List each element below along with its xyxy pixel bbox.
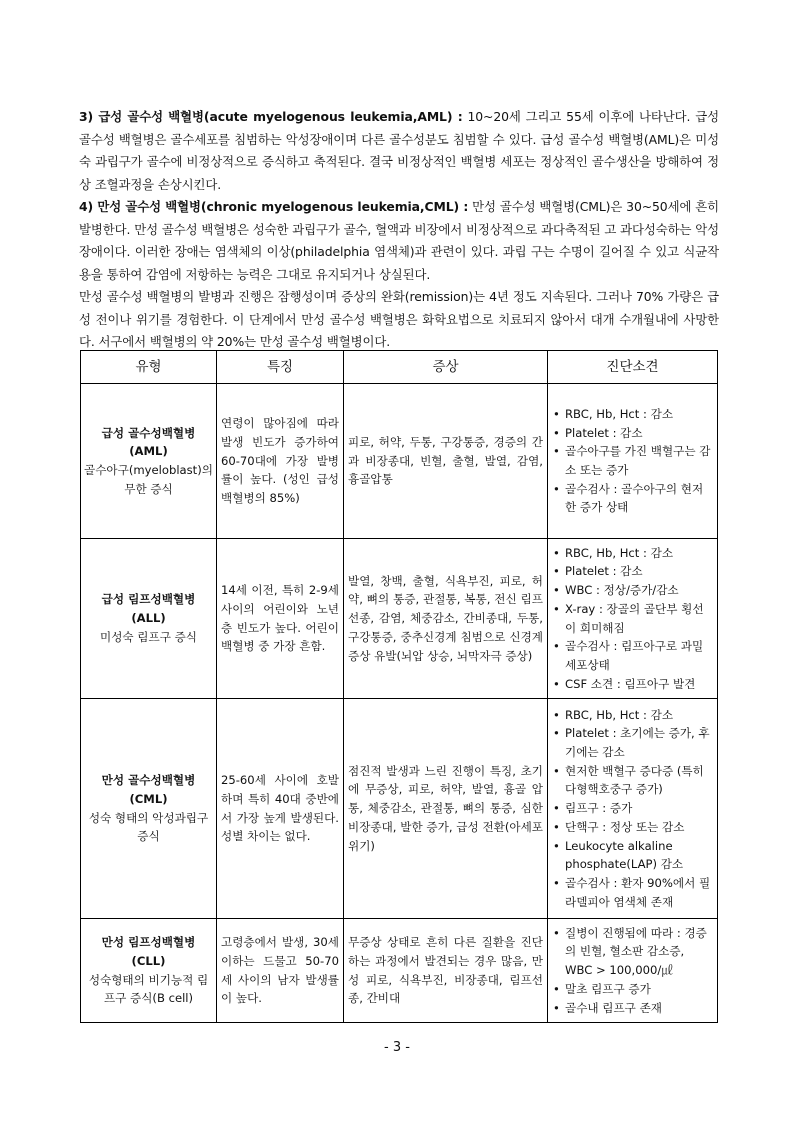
type-desc: 골수아구(myeloblast)의 무한 증식 [84,463,213,496]
diagnosis-cell [548,919,718,1023]
list-item: • Platelet : 감소 [553,562,714,581]
header-type: 유형 [81,351,217,384]
list-item: • 질병이 진행됨에 따라 : 경증의 빈혈, 혈소판 감소증, WBC > 100,000/㎕ [553,924,714,980]
table-row [81,384,718,539]
type-name: 만성 골수성백혈병 (CML) [101,773,196,806]
type-name: 만성 림프성백혈병 (CLL) [101,935,196,968]
diagnosis-list [553,706,714,912]
type-name: 급성 림프성백혈병 (ALL) [101,592,196,626]
list-item: • 골수검사 : 림프아구로 과밀세포상태 [553,637,714,674]
leukemia-table [80,350,718,1023]
list-item: • 골수내 림프구 존재 [553,999,714,1018]
type-desc: 미성숙 림프구 증식 [100,629,197,644]
type-cell [81,384,217,539]
list-item: • WBC : 정상/증가/감소 [553,581,714,600]
feature-cell: 연령이 많아짐에 따라 발생 빈도가 증가하여 60-70대에 가장 발병률이 높다. (성인 급성백혈병의 85%) [217,384,344,539]
symptom-cell: 피로, 허약, 두통, 구강통증, 경증의 간과 비장종대, 빈혈, 출혈, 발열, 감염, 흉골압통 [344,384,548,539]
diagnosis-cell [548,699,718,919]
feature-cell: 25-60세 사이에 호발하며 특히 40대 중반에서 가장 높게 발생된다. 성별 차이는 없다. [217,699,344,919]
cml-body-2: 만성 골수성 백혈병의 발병과 진행은 잠행성이며 증상의 완화(remission)는 4년 정도 지속된다. 그러나 70% 가량은 급성 전이나 위기를 경험한다. 이 단계에서 만성 골수성 백혈병은 화학요법으로 치료되지 않아서 대개 수개월내에 사망한다. 서구에서 백혈병의 약 20%는 만성 골수성 백혈병이다. [79,289,719,349]
diagnosis-cell [548,539,718,699]
diagnosis-list [553,405,714,517]
list-item: • RBC, Hb, Hct : 감소 [553,544,714,563]
list-item: • RBC, Hb, Hct : 감소 [553,706,714,725]
cml-paragraph [79,196,719,286]
list-item: • 골수아구를 가진 백혈구는 감소 또는 증가 [553,442,714,479]
table-row [81,539,718,699]
table-header-row [81,351,718,384]
list-item: • Leukocyte alkaline phosphate(LAP) 감소 [553,837,714,874]
page-number: - 3 - [384,1040,410,1055]
cml-body: 만성 골수성 백혈병(CML)은 30~50세에 흔히 발병한다. 만성 골수성 백혈병은 성숙한 과립구가 골수, 혈액과 비장에서 비정상적으로 과다축적된 고 과다성숙하는 악성장애이다. 이러한 장애는 염색체의 이상(philadelphia 염색체)과 관련이 있다. 과립 구는 수명이 길어질 수 있고 식균작용을 통하여 감염에 저항하는 능력은 그대로 유지되거나 상실된다. [79,199,719,282]
symptom-cell: 발열, 창백, 출혈, 식욕부진, 피로, 허약, 뼈의 통증, 관절통, 복통, 전신 림프선종, 감염, 체중감소, 간비종대, 두통, 구강통증, 중추신경계 침범으로 신경계 증상 유발(뇌압 상승, 뇌막자극 증상) [344,539,548,699]
type-cell [81,699,217,919]
header-symptom: 증상 [344,351,548,384]
symptom-cell: 무증상 상태로 흔히 다른 질환을 진단하는 과정에서 발견되는 경우 많음, 만성 피로, 식욕부진, 비장종대, 림프선종, 간비대 [344,919,548,1023]
feature-cell: 고령층에서 발생, 30세 이하는 드물고 50-70세 사이의 남자 발생률이 높다. [217,919,344,1023]
cml-heading: 4) 만성 골수성 백혈병(chronic myelogenous leukemia,CML) : [79,199,469,214]
type-name: 급성 골수성백혈병 (AML) [101,425,196,459]
diagnosis-cell [548,384,718,539]
header-diagnosis: 진단소견 [548,351,718,384]
aml-heading: 3) 급성 골수성 백혈병(acute myelogenous leukemia,AML) : [79,109,463,124]
list-item: • 단핵구 : 정상 또는 감소 [553,818,714,837]
list-item: • 골수검사 : 환자 90%에서 필라델피아 염색체 존재 [553,874,714,911]
list-item: • CSF 소견 : 림프아구 발견 [553,675,714,694]
list-item: • RBC, Hb, Hct : 감소 [553,405,714,424]
type-cell [81,919,217,1023]
type-desc: 성숙형태의 비기능적 림프구 증식(B cell) [88,972,209,1006]
table-row [81,919,718,1023]
type-cell [81,539,217,699]
diagnosis-list [553,924,714,1018]
list-item: • X-ray : 장골의 골단부 횡선이 희미해짐 [553,600,714,637]
list-item: • 말초 림프구 증가 [553,980,714,999]
header-feature: 특징 [217,351,344,384]
table-row [81,699,718,919]
cml-paragraph-2 [79,286,719,354]
list-item: • 골수검사 : 골수아구의 현저한 증가 상태 [553,480,714,517]
list-item: • Platelet : 감소 [553,424,714,443]
list-item: • 림프구 : 증가 [553,799,714,818]
aml-body: 10~20세 그리고 55세 이후에 나타난다. 급성 골수성 백혈병은 골수세포를 침범하는 악성장애이며 다른 골수성분도 침범할 수 있다. 급성 골수성 백혈병(AML)은 미성숙 과립구가 골수에 비정상적으로 증식하고 축적된다. 결국 비정상적인 백혈병 세포는 정상적인 골수생산을 방해하여 정상 조혈과정을 손상시킨다. [79,109,719,192]
feature-cell: 14세 이전, 특히 2-9세 사이의 어린이와 노년층 빈도가 높다. 어린이 백혈병 중 가장 흔함. [217,539,344,699]
list-item: • 현저한 백혈구 증다증 (특히 다형핵호중구 증가) [553,762,714,799]
symptom-cell: 점진적 발생과 느린 진행이 특징, 초기에 무증상, 피로, 허약, 발열, 흉골 압통, 체중감소, 관절통, 뼈의 통증, 심한 비장종대, 발한 증가, 급성 전환(아세포 위기) [344,699,548,919]
list-item: • Platelet : 초기에는 증가, 후기에는 감소 [553,724,714,761]
aml-paragraph [79,106,719,196]
diagnosis-list [553,544,714,694]
type-desc: 성숙 형태의 악성과립구 증식 [88,810,209,844]
